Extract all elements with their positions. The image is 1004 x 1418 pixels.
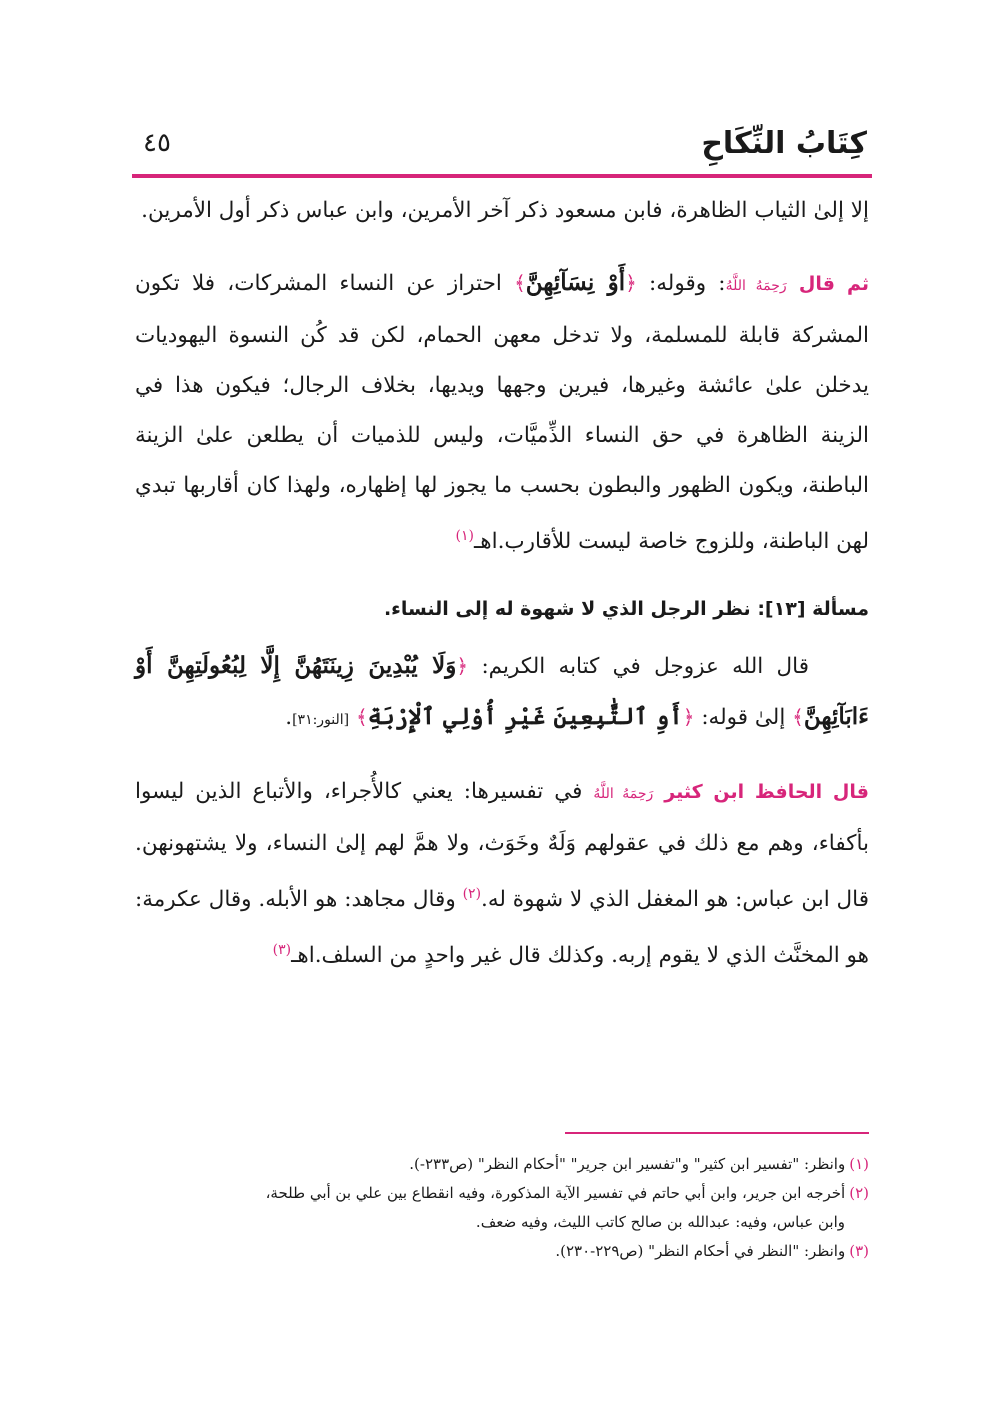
page-header xyxy=(135,122,869,174)
footnote-text: وانظر: "النظر في أحكام النظر" (ص٢٢٩-٢٣٠). xyxy=(555,1242,846,1260)
footnote-ref-2[interactable]: (٢) xyxy=(462,886,482,903)
page-number: ٤٥ xyxy=(143,128,171,158)
footnote-text: أخرجه ابن جرير، وابن أبي حاتم في تفسير الآية المذكورة، وفيه انقطاع بين علي بن أبي طلحة، xyxy=(265,1184,846,1202)
quran-bracket-open: ﴿ xyxy=(625,271,637,295)
footnote-number: (٢) xyxy=(849,1184,869,1202)
paragraph-3 xyxy=(135,641,869,745)
text-span: قال الله عزوجل في كتابه الكريم: xyxy=(468,654,809,680)
text-span: . xyxy=(285,705,293,731)
issue-label: مسألة [١٣]: xyxy=(757,598,869,621)
paragraph-4 xyxy=(135,767,869,981)
honorific: رَحِمَهُ اللَّهُ xyxy=(725,278,787,294)
quran-bracket-open: ﴿ xyxy=(682,705,695,730)
text-span: في تفسيرها: يعني كالأُجراء، والأتباع الذين ليسوا بأكفاء، وهم مع ذلك في عقولهم وَلَهٌ وخَوَث، ولا همَّ لهم إلىٰ النساء، ولا يشتهونهن. قال ابن عباس: هو المغفل الذي لا شهوة له. xyxy=(135,779,870,913)
quran-quote: أَوْ نِسَآئِهِنَّ xyxy=(525,269,626,296)
quran-bracket-close: ﴾ xyxy=(792,705,804,730)
text-span: وقال مجاهد: هو الأبله. وقال عكرمة: هو المخنَّث الذي لا يقوم إربه. وكذلك قال غير واحدٍ من السلف.اهـ xyxy=(135,887,869,969)
chapter-title: كِتَابُ النِّكَاحِ xyxy=(701,126,867,161)
footnote-continuation: وابن عباس، وفيه: عبدالله بن صالح كاتب الليث، وفيه ضعف. xyxy=(475,1213,845,1231)
main-text xyxy=(135,186,869,981)
paragraph-1: إلا إلىٰ الثياب الظاهرة، فابن مسعود ذكر آخر الأمرين، وابن عباس ذكر أول الأمرين. xyxy=(141,198,869,223)
footnote-1 xyxy=(135,1150,869,1179)
text-span: إلىٰ قوله: xyxy=(694,705,793,731)
footnote-divider xyxy=(565,1132,869,1134)
quran-bracket-close: ﴾ xyxy=(514,271,526,295)
quran-bracket-open: ﴿ xyxy=(456,654,469,679)
honorific: رَحِمَهُ اللَّهُ xyxy=(593,786,654,803)
text-span: : وقوله: xyxy=(636,271,726,296)
footnotes xyxy=(135,1150,869,1266)
footnote-number: (١) xyxy=(849,1155,869,1173)
quran-quote: أَوِ ٱلتَّٰبِعِينَ غَيْرِ أُوْلِي ٱلْإِرْبَةِ xyxy=(367,703,683,731)
footnote-ref-1[interactable]: (١) xyxy=(455,528,474,544)
lead-phrase: ثم قال xyxy=(798,273,869,295)
lead-phrase: قال الحافظ ابن كثير xyxy=(664,781,869,804)
sura-reference: [النور:٣١] xyxy=(292,712,350,729)
issue-title: نظر الرجل الذي لا شهوة له إلى النساء. xyxy=(383,598,758,621)
quran-quote: وَلَا يُبْدِينَ زِينَتَهُنَّ إِلَّا لِبُعُولَتِهِنَّ أَوْ ءَابَآئِهِنَّ xyxy=(135,652,869,731)
quran-bracket-close: ﴾ xyxy=(356,705,368,730)
footnote-text: وانظر: "تفسير ابن كثير" و"تفسير ابن جرير" "أحكام النظر" (ص٢٣٣-). xyxy=(409,1155,846,1173)
issue-heading xyxy=(135,589,869,629)
footnote-2 xyxy=(135,1179,869,1237)
footnote-number: (٣) xyxy=(849,1242,869,1260)
footnote-ref-3[interactable]: (٣) xyxy=(272,942,292,959)
text-span: احتراز عن النساء المشركات، فلا تكون المشركة قابلة للمسلمة، ولا تدخل معهن الحمام، لكن قد كُن النسوة اليهوديات يدخلن علىٰ عائشة وغيرها، فيرين وجهها ويديها، بخلاف الرجال؛ فيكون هذا في الزينة الظاهرة في حق النساء الذِّميَّات، وليس للذميات أن يطلعن علىٰ الزينة الباطنة، ويكون الظهور والبطون بحسب ما يجوز لها إظهاره، ولهذا كان أقاربها تبدي لهن الباطنة، وللزوج خاصة ليست للأقارب.اهـ xyxy=(135,271,869,555)
paragraph-2 xyxy=(135,258,869,567)
footnote-3 xyxy=(135,1237,869,1266)
header-divider xyxy=(132,174,872,178)
